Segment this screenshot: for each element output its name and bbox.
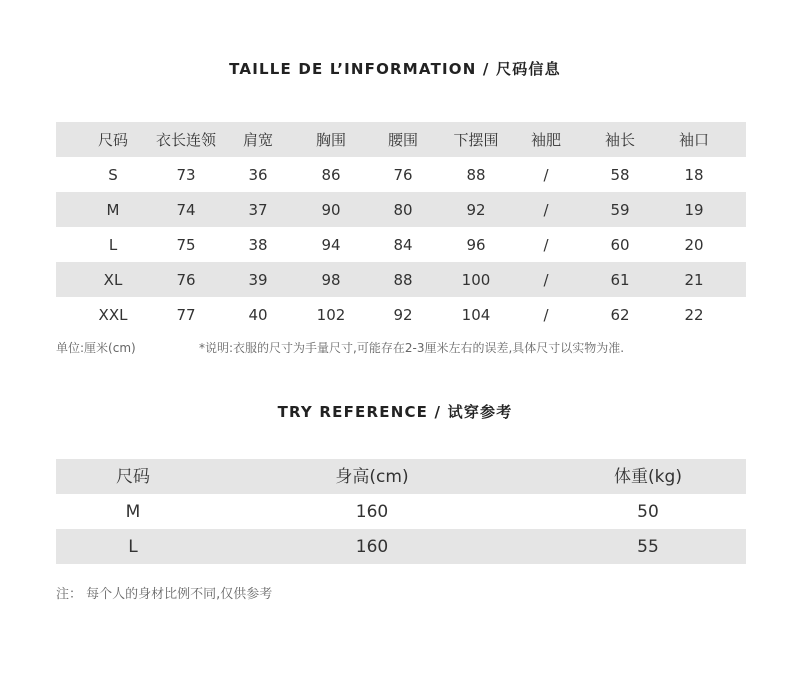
cell-length: 76 bbox=[176, 270, 196, 289]
cell-cuff: 22 bbox=[684, 305, 704, 324]
header-size: 尺码 bbox=[97, 130, 129, 149]
header-weight: 体重(kg) bbox=[614, 466, 682, 487]
cell-size: S bbox=[108, 165, 118, 184]
cell-length: 73 bbox=[176, 165, 196, 184]
table-row bbox=[56, 297, 746, 332]
cell-cuff: 19 bbox=[684, 200, 704, 219]
cell-cuff: 21 bbox=[684, 270, 704, 289]
size-table bbox=[56, 122, 746, 332]
cell-hem: 104 bbox=[461, 305, 491, 324]
cell-chest: 98 bbox=[321, 270, 341, 289]
table-row bbox=[56, 227, 746, 262]
table-row bbox=[56, 494, 746, 529]
cell-height: 160 bbox=[355, 501, 389, 522]
cell-size: M bbox=[106, 200, 120, 219]
header-height: 身高(cm) bbox=[335, 466, 409, 487]
header-size: 尺码 bbox=[116, 466, 150, 487]
cell-size: XL bbox=[103, 270, 123, 289]
cell-sleeve-length: 61 bbox=[610, 270, 630, 289]
cell-shoulder: 37 bbox=[248, 200, 268, 219]
cell-sleeve-width: / bbox=[543, 305, 549, 324]
cell-shoulder: 40 bbox=[248, 305, 268, 324]
cell-hem: 96 bbox=[466, 235, 486, 254]
try-table bbox=[56, 459, 746, 564]
cell-sleeve-length: 59 bbox=[610, 200, 630, 219]
cell-size: L bbox=[128, 536, 138, 557]
cell-waist: 88 bbox=[393, 270, 413, 289]
cell-size: XXL bbox=[98, 305, 128, 324]
footer-note: 注： 每个人的身材比例不同,仅供参考 bbox=[56, 587, 273, 602]
cell-shoulder: 39 bbox=[248, 270, 268, 289]
table-row bbox=[56, 262, 746, 297]
cell-waist: 76 bbox=[393, 165, 413, 184]
cell-length: 74 bbox=[176, 200, 196, 219]
cell-sleeve-width: / bbox=[543, 235, 549, 254]
cell-waist: 84 bbox=[393, 235, 413, 254]
try-reference-title: TRY REFERENCE / 试穿参考 bbox=[277, 403, 513, 421]
cell-cuff: 18 bbox=[684, 165, 704, 184]
cell-hem: 92 bbox=[466, 200, 486, 219]
cell-sleeve-length: 62 bbox=[610, 305, 630, 324]
try-table-header bbox=[56, 459, 746, 494]
header-hem: 下摆围 bbox=[453, 130, 499, 149]
header-sleeve-length: 袖长 bbox=[604, 130, 636, 149]
header-cuff: 袖口 bbox=[678, 130, 710, 149]
cell-waist: 80 bbox=[393, 200, 413, 219]
cell-chest: 102 bbox=[316, 305, 346, 324]
header-sleeve-width: 袖肥 bbox=[530, 130, 562, 149]
cell-sleeve-width: / bbox=[543, 165, 549, 184]
cell-shoulder: 38 bbox=[248, 235, 268, 254]
table-row bbox=[56, 157, 746, 192]
cell-waist: 92 bbox=[393, 305, 413, 324]
cell-sleeve-width: / bbox=[543, 200, 549, 219]
size-table-header bbox=[56, 122, 746, 157]
cell-height: 160 bbox=[355, 536, 389, 557]
table-row bbox=[56, 192, 746, 227]
cell-sleeve-length: 58 bbox=[610, 165, 630, 184]
unit-note: 单位:厘米(cm) bbox=[56, 341, 136, 355]
cell-sleeve-width: / bbox=[543, 270, 549, 289]
header-chest: 胸围 bbox=[315, 130, 347, 149]
cell-chest: 86 bbox=[321, 165, 341, 184]
measurement-note: *说明:衣服的尺寸为手量尺寸,可能存在2-3厘米左右的误差,具体尺寸以实物为准. bbox=[199, 341, 625, 355]
cell-sleeve-length: 60 bbox=[610, 235, 630, 254]
cell-chest: 90 bbox=[321, 200, 341, 219]
header-length: 衣长连领 bbox=[155, 130, 217, 149]
header-waist: 腰围 bbox=[387, 130, 419, 149]
size-info-title: TAILLE DE L’INFORMATION / 尺码信息 bbox=[229, 60, 561, 78]
cell-size: M bbox=[125, 501, 141, 522]
cell-hem: 88 bbox=[466, 165, 486, 184]
cell-hem: 100 bbox=[461, 270, 491, 289]
cell-size: L bbox=[108, 235, 118, 254]
cell-cuff: 20 bbox=[684, 235, 704, 254]
header-shoulder: 肩宽 bbox=[242, 130, 274, 149]
cell-weight: 55 bbox=[637, 536, 659, 557]
cell-weight: 50 bbox=[637, 501, 659, 522]
cell-chest: 94 bbox=[321, 235, 341, 254]
cell-shoulder: 36 bbox=[248, 165, 268, 184]
cell-length: 75 bbox=[176, 235, 196, 254]
table-row bbox=[56, 529, 746, 564]
cell-length: 77 bbox=[176, 305, 196, 324]
